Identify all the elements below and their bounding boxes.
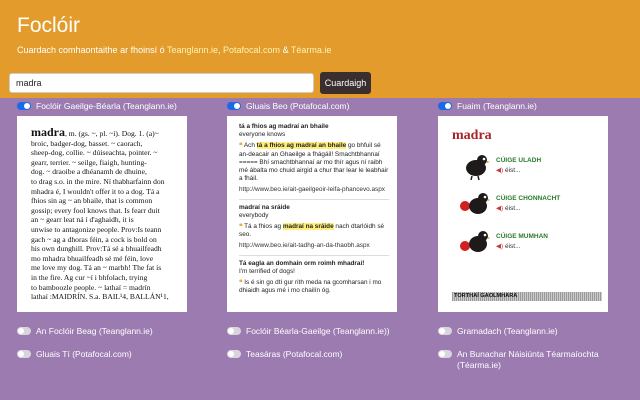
entry-line: lathaí :MAIDRÍN. S.a. BAIL¹4, BALLÁN¹1, bbox=[31, 292, 169, 302]
link-potafocal[interactable]: Potafocal.com bbox=[223, 45, 281, 55]
dialect-name: CÚIGE ULADH bbox=[496, 157, 542, 164]
play-audio[interactable] bbox=[496, 204, 521, 212]
entry-line: mhadra é, I wouldn't offer it to a dog. Tá a bbox=[31, 186, 160, 196]
gluais-entry bbox=[239, 123, 389, 200]
entry-quote bbox=[239, 279, 389, 295]
app-title: Foclóir bbox=[17, 14, 81, 37]
dialect-munster bbox=[452, 226, 598, 262]
entry-line: unwise to antagonize people. Prov:Is teann bbox=[31, 224, 162, 234]
entry-gloss: everybody bbox=[239, 211, 269, 219]
gluais-entry bbox=[239, 204, 389, 256]
source-label: Gramadach (Teanglann.ie) bbox=[457, 326, 558, 336]
toggle-switch-on[interactable] bbox=[227, 102, 241, 110]
toggle-switch-off[interactable] bbox=[227, 350, 241, 358]
source-focloir-beag[interactable] bbox=[17, 326, 153, 337]
quote-highlight: madraí na sráide bbox=[282, 223, 334, 231]
entry-line: fhios sin ag ~ an bhaile, that is common bbox=[31, 196, 153, 206]
search-input[interactable] bbox=[9, 73, 314, 93]
entry-line: his own dunghill. Prov:Tá sé a bhuailfeadh bbox=[31, 244, 162, 254]
speaker-icon[interactable]: ◀) bbox=[496, 243, 504, 250]
toggle-switch-off[interactable] bbox=[438, 350, 452, 358]
quote-text: nach dtarlóidh sé seo. bbox=[239, 223, 385, 239]
play-label: éist... bbox=[504, 167, 521, 174]
bird-icon bbox=[460, 154, 490, 180]
quote-text: Tá a fhios ag bbox=[242, 223, 283, 231]
app-subtitle bbox=[17, 45, 331, 55]
quote-icon: ❝ bbox=[239, 279, 243, 287]
entry-head: madraí na sráide bbox=[239, 203, 290, 211]
link-tearma[interactable]: Téarma.ie bbox=[290, 45, 332, 55]
bird-icon bbox=[460, 192, 490, 218]
quote-text: Is é sin go dtí gur rith meda na gcomharsan i mo dhiaidh agus mé i mo chailín óg. bbox=[239, 279, 382, 295]
subtitle-text: Cuardach comhaontaithe ar fhoinsí ó bbox=[17, 45, 165, 55]
source-gluais-beo[interactable] bbox=[227, 101, 349, 112]
entry-line: broic, badger-dog, basset. ~ caorach, bbox=[31, 138, 143, 148]
panel-foclor-gaeilge-bearla bbox=[17, 116, 187, 312]
entry-line: gossip; every fool knows that. Is fearr duit bbox=[31, 205, 160, 215]
separator: , bbox=[217, 45, 221, 55]
source-label: Teasáras (Potafocal.com) bbox=[246, 349, 343, 359]
entry-line: to bamboozle people. ~ lathaí = madrín bbox=[31, 282, 151, 292]
bird-icon bbox=[460, 230, 490, 256]
dialect-connacht bbox=[452, 188, 598, 224]
play-audio[interactable] bbox=[496, 242, 521, 250]
dialect-name: CÚIGE CHONNACHT bbox=[496, 195, 561, 202]
quote-text: go bhfuil sé an-deacair an Ghaeilge a fhágáil! Smachtbhannaí ===== Bhí smachtbhannaí ar mo thír agus ní raibh mé ábalta mo chuid airgid a chur thar lear le leabhair a fháil. bbox=[239, 142, 389, 183]
source-focloir-bearla-gaeilge[interactable] bbox=[227, 326, 390, 337]
quote-icon: ❝ bbox=[239, 223, 243, 231]
source-label: An Bunachar Náisiúnta Téarmaíochta (Téarma.ie) bbox=[457, 349, 599, 370]
entry-gloss: I'm terrified of dogs! bbox=[239, 267, 295, 275]
entry-line: gearr, terrier. ~ seilge, fiaigh, hunting- bbox=[31, 157, 147, 167]
source-label: Gluais Tí (Potafocal.com) bbox=[36, 349, 132, 359]
entry-line: me love my dog. Tá an ~ marbh! The fat is bbox=[31, 263, 162, 273]
entry-url[interactable]: http://www.beo.ie/ait-tadhg-an-da-thaobh.aspx bbox=[239, 242, 370, 250]
toggle-switch-on[interactable] bbox=[17, 102, 31, 110]
entry-line: mo mhadra bhuailfeadh sé mé féin, love bbox=[31, 253, 154, 263]
source-gramadach[interactable] bbox=[438, 326, 558, 337]
dialect-ulster bbox=[452, 150, 598, 186]
entry-line: to drag s.o. in the mire. Ní thabharfainn don bbox=[31, 176, 165, 186]
play-label: éist... bbox=[504, 243, 521, 250]
source-label: Fuaim (Teanglann.ie) bbox=[457, 101, 537, 111]
entry-quote bbox=[239, 142, 389, 183]
panel-gluais-beo bbox=[227, 116, 397, 312]
source-bunachar-naisiunta[interactable] bbox=[438, 349, 618, 371]
toggle-switch-off[interactable] bbox=[17, 350, 31, 358]
entry-line: dog. ~ draoibe a dhéanamh de dhuine, bbox=[31, 167, 147, 177]
header-bar bbox=[0, 0, 640, 98]
toggle-switch-off[interactable] bbox=[17, 327, 31, 335]
quote-icon: ❝ bbox=[239, 142, 243, 150]
link-teanglann[interactable]: Teanglann.ie bbox=[166, 45, 218, 55]
entry-gloss: everyone knows bbox=[239, 131, 286, 139]
dialect-name: CÚIGE MUMHAN bbox=[496, 233, 548, 240]
search-button[interactable]: Cuardaigh bbox=[320, 72, 371, 94]
related-results-bar[interactable]: TORTHAÍ GAOLMHARA bbox=[452, 292, 602, 301]
entry-line: gach ~ ag a dhoras féin, a cock is bold on bbox=[31, 234, 157, 244]
toggle-switch-on[interactable] bbox=[438, 102, 452, 110]
play-label: éist... bbox=[504, 205, 521, 212]
dictionary-entry bbox=[17, 116, 187, 302]
toggle-switch-off[interactable] bbox=[438, 327, 452, 335]
source-label: Foclóir Gaeilge-Béarla (Teanglann.ie) bbox=[36, 101, 177, 111]
toggle-switch-off[interactable] bbox=[227, 327, 241, 335]
quote-text: Ach bbox=[242, 142, 257, 150]
entry-line: , m. (gs. ~, pl. ~í). Dog. 1. (a)~ bbox=[65, 129, 159, 138]
entry-head: tá a fhios ag madraí an bhaile bbox=[239, 123, 329, 130]
source-label: An Foclóir Beag (Teanglann.ie) bbox=[36, 326, 153, 336]
speaker-icon[interactable]: ◀) bbox=[496, 205, 504, 212]
entry-line: sheep-dog, collie. ~ dúiseachta, pointer. ~ bbox=[31, 148, 158, 158]
play-audio[interactable] bbox=[496, 166, 521, 174]
ampersand: & bbox=[282, 45, 289, 55]
source-label: Gluais Beo (Potafocal.com) bbox=[246, 101, 350, 111]
entry-quote bbox=[239, 223, 389, 239]
fuaim-word: madra bbox=[452, 128, 492, 143]
quote-highlight: tá a fhios ag madraí an bhaile bbox=[256, 142, 347, 150]
source-label: Foclóir Béarla-Gaeilge (Teanglann.ie)) bbox=[246, 326, 390, 336]
fuaim-content bbox=[438, 116, 608, 262]
gluais-entry bbox=[239, 260, 389, 296]
source-foclor-gaeilge-bearla[interactable] bbox=[17, 101, 177, 112]
headword: madra bbox=[31, 125, 65, 139]
source-teasaras[interactable] bbox=[227, 349, 342, 360]
source-gluais-ti[interactable] bbox=[17, 349, 132, 360]
source-fuaim[interactable] bbox=[438, 101, 537, 112]
speaker-icon[interactable]: ◀) bbox=[496, 167, 504, 174]
entry-line: an ~ gearr leat ná í d'aghaidh, it is bbox=[31, 215, 134, 225]
panel-fuaim bbox=[438, 116, 608, 312]
entry-head: Tá eagla an domhain orm roimh mhadraí! bbox=[239, 259, 365, 267]
entry-url[interactable]: http://www.beo.ie/ait-gaeilgeoir-leifa-phancevo.aspx bbox=[239, 186, 386, 194]
gluais-entries bbox=[227, 116, 397, 295]
entry-line: in the fire. Ag cur ~í i bhfolach, trying bbox=[31, 272, 148, 282]
